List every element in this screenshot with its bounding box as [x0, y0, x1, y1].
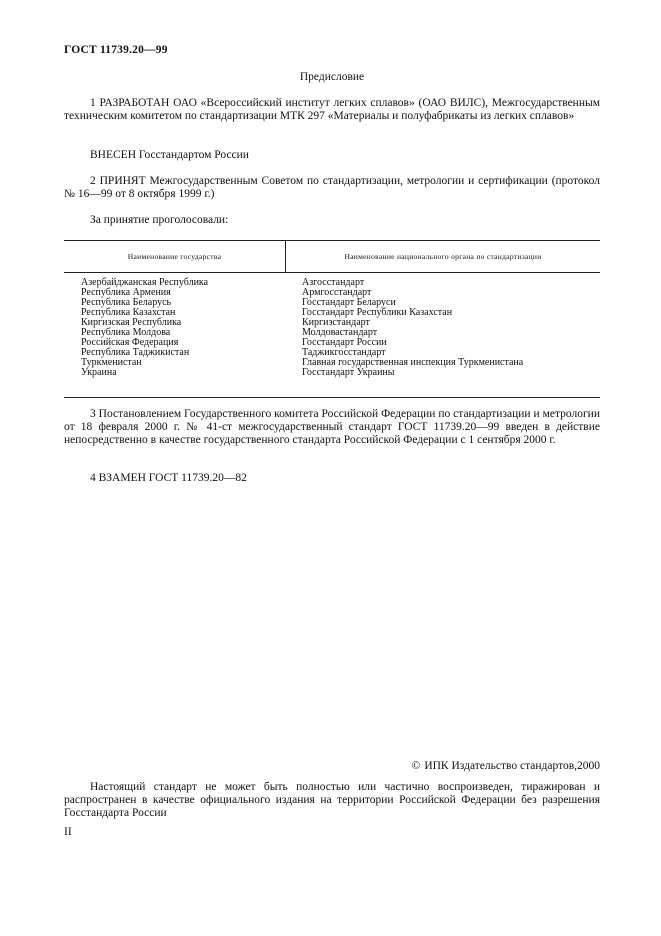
table-cell-body: Главная государственная инспекция Туркменистана: [302, 357, 524, 368]
table-cell-state: Республика Казахстан: [81, 307, 176, 318]
table-column-bodies: [302, 278, 523, 378]
table-header-divider: [64, 272, 600, 273]
table-cell-state: Российская Федерация: [81, 337, 179, 348]
page-number: II: [64, 826, 72, 838]
table-cell-state: Республика Беларусь: [81, 297, 172, 308]
table-cell-body: Госстандарт России: [302, 337, 387, 348]
table-cell-state: Республика Молдова: [81, 327, 171, 338]
voting-table: [64, 240, 600, 398]
paragraph-introduced: ВНЕСЕН Госстандартом России: [90, 149, 249, 161]
table-cell-body: Таджикгосстандарт: [302, 347, 386, 358]
table-cell-body: Армгосстандарт: [302, 287, 372, 298]
table-cell-body: Молдовастандарт: [302, 327, 378, 338]
table-cell-state: Туркменистан: [81, 357, 142, 368]
reproduction-notice: Настоящий стандарт не может быть полностью или частично воспроизведен, тиражирован и распространен в качестве официального издания на территории Российской Федерации без разрешения Госстандарта России: [64, 781, 600, 819]
table-cell-body: Киргизстандарт: [302, 317, 370, 328]
table-cell-body: Госстандарт Беларуси: [302, 297, 396, 308]
table-cell-state: Республика Таджикистан: [81, 347, 190, 358]
table-header-body: Наименование национального органа по стандартизации: [344, 252, 542, 261]
table-cell-body: Госстандарт Республики Казахстан: [302, 307, 453, 318]
copyright-icon: ©: [411, 760, 421, 772]
paragraph-replaces: 4 ВЗАМЕН ГОСТ 11739.20—82: [90, 472, 247, 484]
paragraph-enacted: 3 Постановлением Государственного комитета Российской Федерации по стандартизации и метрологии от 18 февраля 2000 г. № 41-ст межгосударственный стандарт ГОСТ 11739.20—99 введен в действие непосредственно в качестве государственного стандарта Российской Федерации с 1 сентября 2000 г.: [64, 408, 600, 446]
table-cell-state: Республика Армения: [81, 287, 171, 298]
copyright-line: [412, 760, 600, 772]
paragraph-developed: 1 РАЗРАБОТАН ОАО «Всероссийский институт легких сплавов» (ОАО ВИЛС), Межгосударственным техническим комитетом по стандартизации МТК 297 «Материалы и полуфабрикаты из легких сплавов»: [64, 97, 600, 122]
paragraph-adopted: 2 ПРИНЯТ Межгосударственным Советом по стандартизации, метрологии и сертификации (протокол № 16—99 от 8 октября 1999 г.): [64, 175, 600, 200]
table-cell-body: Азгосстандарт: [302, 277, 365, 288]
table-cell-state: Азербайджанская Республика: [81, 277, 209, 288]
table-cell-state: Украина: [81, 367, 117, 378]
table-cell-body: Госстандарт Украины: [302, 367, 395, 378]
table-column-states: [81, 278, 208, 378]
copyright-text: ИПК Издательство стандартов,2000: [424, 760, 600, 772]
document-code-header: ГОСТ 11739.20—99: [64, 44, 168, 56]
table-header-state: Наименование государства: [127, 252, 222, 261]
table-cell-state: Киргизская Республика: [81, 317, 182, 328]
page-title: Предисловие: [299, 71, 365, 83]
paragraph-voted: За принятие проголосовали:: [90, 214, 229, 226]
